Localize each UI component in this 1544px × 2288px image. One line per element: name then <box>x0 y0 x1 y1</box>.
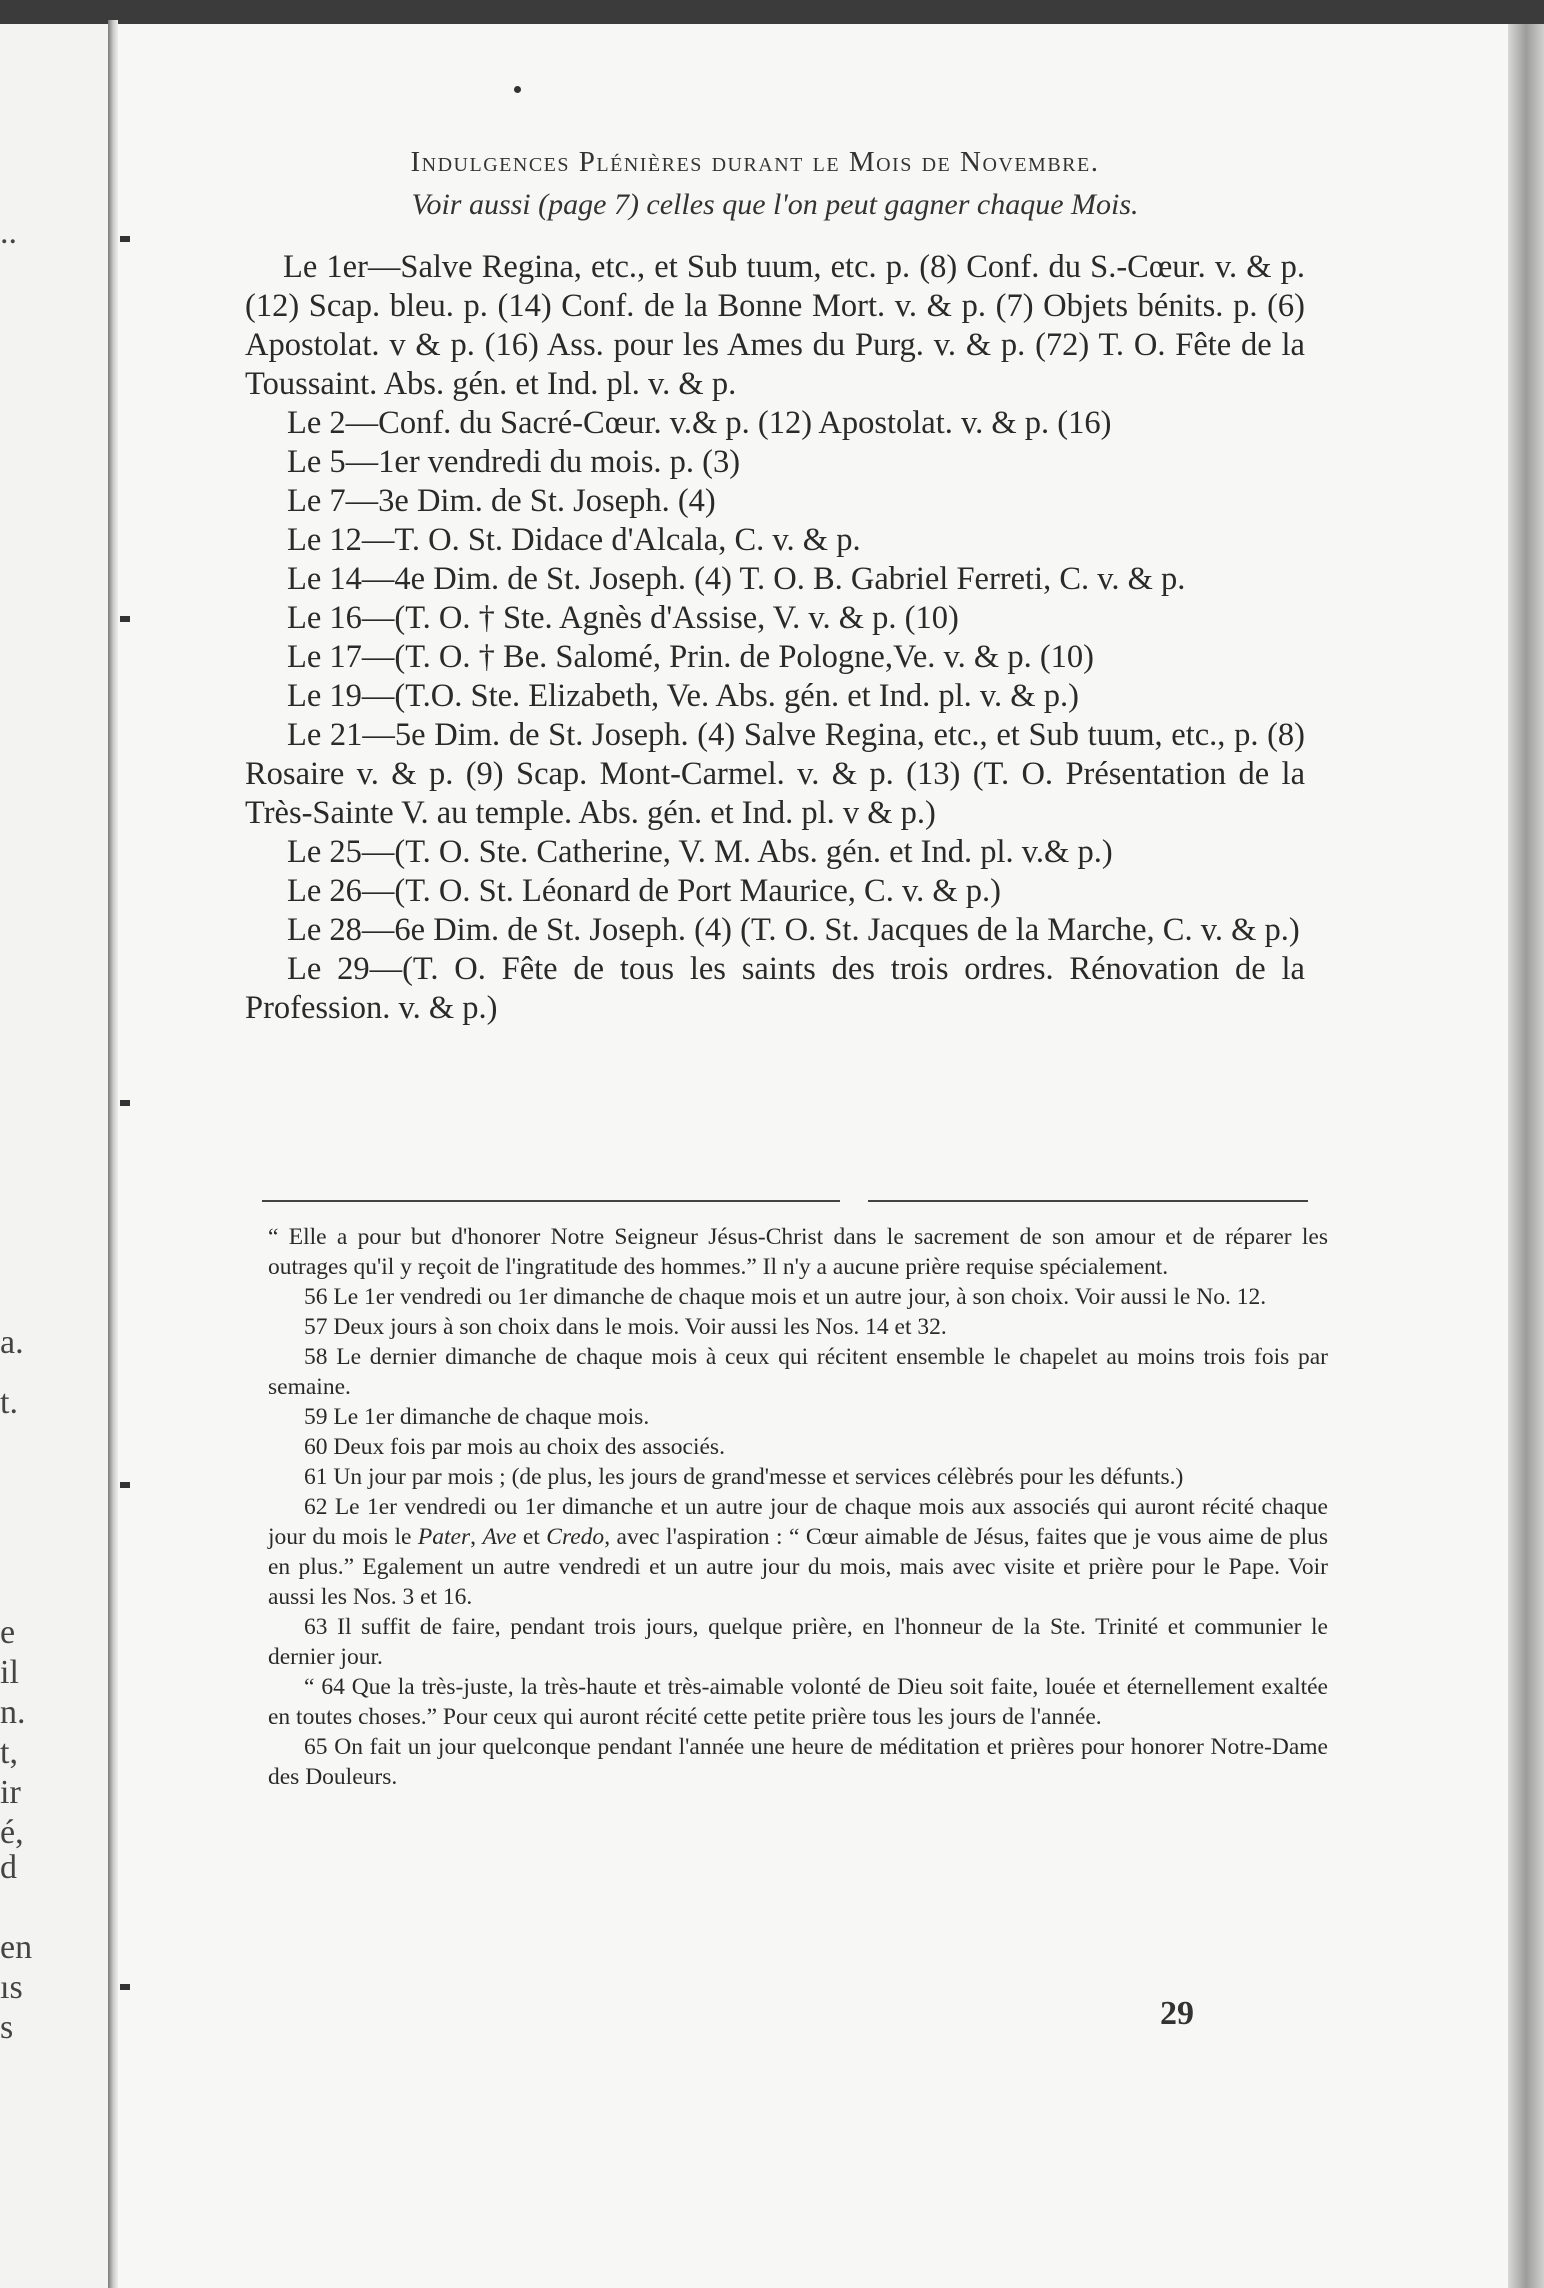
scan-top-border <box>0 0 1544 24</box>
margin-fragment: s <box>0 2009 14 2046</box>
indulgence-entry: Le 17—(T. O. † Be. Salomé, Prin. de Pologne,Ve. v. & p. (10) <box>287 639 1094 675</box>
margin-fragment: .. <box>0 214 17 251</box>
footnote-text: , <box>470 1524 483 1550</box>
margin-tick <box>120 1984 130 1990</box>
indulgence-entry: Le 14—4e Dim. de St. Joseph. (4) T. O. B. Gabriel Ferreti, C. v. & p. <box>287 561 1186 597</box>
indulgence-entry: Le 21—5e Dim. de St. Joseph. (4) Salve Regina, etc., et Sub tuum, etc., p. (8) Rosaire v. & p. (9) Scap. Mont-Carmel. v. & p. (13) (T. O. Présentation de la Très-Sainte V. au temple. Abs. gén. et Ind. pl. v & p.) <box>245 717 1305 831</box>
indulgence-entry: Le 12—T. O. St. Didace d'Alcala, C. v. & p. <box>287 522 861 558</box>
margin-tick <box>120 1100 130 1106</box>
indulgence-entry: Le 7—3e Dim. de St. Joseph. (4) <box>287 483 716 519</box>
margin-fragment: t, <box>0 1734 18 1771</box>
page-subheading: Voir aussi (page 7) celles que l'on peut gagner chaque Mois. <box>411 188 1139 221</box>
margin-fragment: e <box>0 1614 16 1651</box>
page-heading: Indulgences Plénières durant le Mois de Novembre. <box>410 146 1100 178</box>
footnote: 63 Il suffit de faire, pendant trois jours, quelque prière, en l'honneur de la Ste. Trinité et communier le dernier jour. <box>268 1614 1328 1670</box>
footnote: 60 Deux fois par mois au choix des associés. <box>304 1434 725 1460</box>
footnote: 59 Le 1er dimanche de chaque mois. <box>304 1404 650 1430</box>
footnotes <box>268 1222 1328 1792</box>
footnote-italic: Credo <box>546 1524 605 1550</box>
footnote-divider <box>262 1200 840 1202</box>
indulgence-entry: Le 25—(T. O. Ste. Catherine, V. M. Abs. gén. et Ind. pl. v.& p.) <box>287 834 1113 870</box>
margin-fragment: ir <box>0 1774 21 1811</box>
indulgence-entry: Le 28—6e Dim. de St. Joseph. (4) (T. O. St. Jacques de la Marche, C. v. & p.) <box>287 912 1300 948</box>
footnote <box>268 1492 1328 1612</box>
indulgence-entry: Le 26—(T. O. St. Léonard de Port Maurice, C. v. & p.) <box>287 873 1001 909</box>
indulgence-entry: Le 19—(T.O. Ste. Elizabeth, Ve. Abs. gén. et Ind. pl. v. & p.) <box>287 678 1079 714</box>
book-gutter <box>108 20 118 2288</box>
margin-tick <box>120 616 130 622</box>
indulgence-entry: Le 5—1er vendredi du mois. p. (3) <box>287 444 741 480</box>
indulgence-list <box>245 248 1305 1028</box>
page-number: 29 <box>1160 1995 1194 2032</box>
footnote-text: et <box>516 1524 547 1550</box>
footnote-divider <box>868 1200 1308 1202</box>
left-page-edge <box>0 24 112 2288</box>
footnote: 61 Un jour par mois ; (de plus, les jours de grand'messe et services célèbrés pour les défunts.) <box>304 1464 1184 1490</box>
margin-fragment: t. <box>0 1384 18 1421</box>
margin-fragment: il <box>0 1654 19 1691</box>
indulgence-entry: Le 29—(T. O. Fête de tous les saints des trois ordres. Rénovation de la Profession. v. & p.) <box>245 951 1305 1026</box>
footnote: “ 64 Que la très-juste, la très-haute et très-aimable volonté de Dieu soit faite, louée et éternellement exaltée en toutes choses.” Pour ceux qui auront récité cette petite prière tous les jours de l'année. <box>268 1674 1328 1730</box>
footnote: 56 Le 1er vendredi ou 1er dimanche de chaque mois et un autre jour, à son choix. Voir aussi le No. 12. <box>304 1284 1267 1310</box>
footnote: 58 Le dernier dimanche de chaque mois à ceux qui récitent ensemble le chapelet au moins trois fois par semaine. <box>268 1344 1328 1400</box>
indulgence-entry: Le 1er—Salve Regina, etc., et Sub tuum, etc. p. (8) Conf. du S.-Cœur. v. & p. (12) Scap. bleu. p. (14) Conf. de la Bonne Mort. v. & p. (7) Objets bénits. p. (6) Apostolat. v & p. (16) Ass. pour les Ames du Purg. v. & p. (72) T. O. Fête de la Toussaint. Abs. gén. et Ind. pl. v. & p. <box>245 249 1305 402</box>
margin-tick <box>120 1482 130 1488</box>
indulgence-entry: Le 16—(T. O. † Ste. Agnès d'Assise, V. v. & p. (10) <box>287 600 959 636</box>
margin-tick <box>120 236 130 242</box>
margin-fragment: n. <box>0 1694 26 1731</box>
margin-fragment: d <box>0 1849 17 1886</box>
indulgence-entry: Le 2—Conf. du Sacré-Cœur. v.& p. (12) Apostolat. v. & p. (16) <box>287 405 1112 441</box>
footnote: 57 Deux jours à son choix dans le mois. Voir aussi les Nos. 14 et 32. <box>304 1314 947 1340</box>
footnote-text: , avec l'aspiration : “ Cœur aimable de Jésus, faites que je vous aime de plus en plus.” Egalement un autre vendredi et un autre jour du mois, mais avec visite et prière pour le Pape. Voir aussi les Nos. 3 et 16. <box>268 1524 1328 1610</box>
printer-dot <box>514 86 521 93</box>
footnote-italic: Pater <box>417 1524 471 1550</box>
footnote: “ Elle a pour but d'honorer Notre Seigneur Jésus-Christ dans le sacrement de son amour et de réparer les outrages qu'il y reçoit de l'ingratitude des hommes.” Il n'y a aucune prière requise spécialement. <box>268 1224 1328 1280</box>
right-page-edge <box>1508 24 1544 2288</box>
margin-fragment: ıs <box>0 1969 23 2006</box>
footnote-italic: Ave <box>482 1524 517 1550</box>
margin-fragment: a. <box>0 1324 24 1361</box>
footnote: 65 On fait un jour quelconque pendant l'année une heure de méditation et prières pour honorer Notre-Dame des Douleurs. <box>268 1734 1328 1790</box>
footnote-text: 62 Le 1er vendredi ou 1er dimanche et un autre jour de chaque mois aux associés qui auront récité chaque jour du mois le <box>268 1494 1328 1550</box>
margin-fragment: é, <box>0 1814 24 1851</box>
margin-fragment: en <box>0 1929 33 1966</box>
